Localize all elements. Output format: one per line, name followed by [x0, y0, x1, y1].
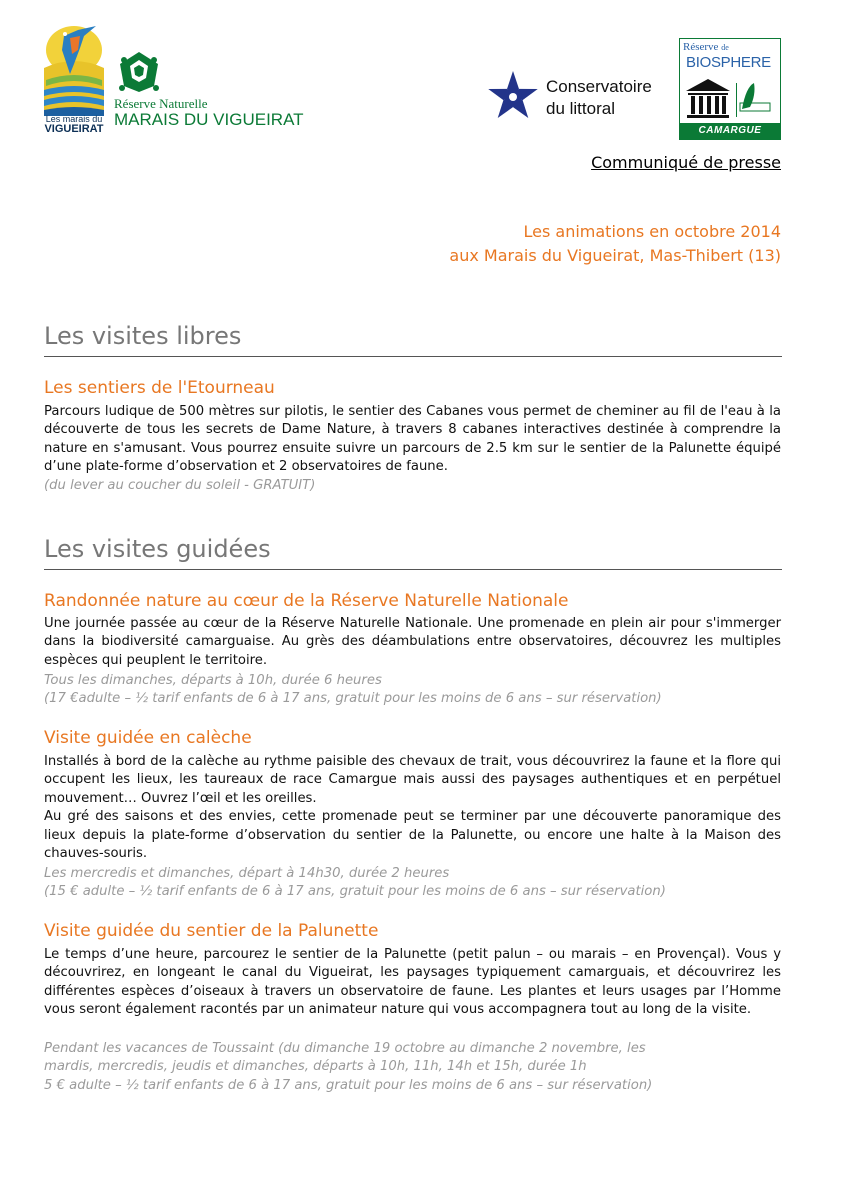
item-schedule-caleche — [44, 865, 781, 902]
note-line: (15 € adulte – ½ tarif enfants de 6 à 17 ans, gratuit pour les moins de 6 ans – sur réservation) — [44, 884, 666, 900]
paragraph: Installés à bord de la calèche au rythme paisible des chevaux de trait, vous découvrirez la faune et la flore qui occupent les lieux, les taureaux de race Camargue mais aussi des paysages authentiques et en perpétuel mouvement… Ouvrez l’œil et les oreilles. — [44, 754, 781, 806]
biosphere-logo-de: de — [721, 43, 729, 52]
note-line: Tous les dimanches, départs à 10h, durée 6 heures — [44, 673, 382, 688]
document-title-line1: Les animations en octobre 2014 — [523, 222, 781, 241]
note-line: mardis, mercredis, jeudis et dimanches, départs à 10h, 11h, 14h et 15h, durée 1h — [44, 1059, 587, 1075]
item-title-etourneau: Les sentiers de l'Etourneau — [44, 378, 275, 398]
item-description-caleche — [44, 753, 781, 863]
marais-du-vigueirat-logo — [44, 24, 104, 149]
document-title-line2: aux Marais du Vigueirat, Mas-Thibert (13) — [449, 246, 781, 265]
reserve-naturelle-logo — [114, 50, 304, 132]
turtle-icon — [118, 50, 160, 94]
conservatoire-logo-line1: Conservatoire — [546, 77, 652, 96]
note-line: 5 € adulte – ½ tarif enfants de 6 à 17 ans, gratuit pour les moins de 6 ans – sur réservation) — [44, 1077, 653, 1093]
item-title-palunette: Visite guidée du sentier de la Palunette — [44, 921, 379, 941]
note-line: (17 €adulte – ½ tarif enfants de 6 à 17 ans, gratuit pour les moins de 6 ans – sur réservation) — [44, 691, 662, 707]
press-release-label: Communiqué de presse — [591, 153, 781, 172]
paragraph: Parcours ludique de 500 mètres sur pilotis, le sentier des Cabanes vous permet de cheminer au fil de l'eau à la découverte de tous les secrets de Dame Nature, à travers 8 cabanes interactives destinée à comprendre la nature en s'amusant. Vous pourrez ensuite suivre un parcours de 2.5 km sur le sentier de la Palunette équipé d’une plate-forme d’observation et 2 observatoires de faune. — [44, 404, 781, 475]
item-title-randonnee: Randonnée nature au cœur de la Réserve Naturelle Nationale — [44, 591, 569, 611]
section-title-free-visits: Les visites libres — [44, 322, 242, 350]
kingfisher-icon — [44, 24, 104, 116]
marais-logo-line1: Les marais du — [45, 114, 103, 124]
item-title-caleche: Visite guidée en calèche — [44, 728, 252, 748]
note-line: Les mercredis et dimanches, départ à 14h30, durée 2 heures — [44, 866, 450, 881]
item-description-palunette — [44, 946, 781, 1020]
flower-emblem-icon — [486, 70, 540, 124]
item-schedule-randonnee — [44, 672, 781, 709]
paragraph: Au gré des saisons et des envies, cette promenade peut se terminer par une découverte panoramique des lieux depuis la plate-forme d’observation du sentier de la Palunette, ou encore une halte à la Maison des chauves-souris. — [44, 809, 781, 862]
paragraph: Le temps d’une heure, parcourez le sentier de la Palunette (petit palun – ou marais – en Provençal). Vous y découvrirez, en longeant le canal du Vigueirat, les paysages typiquement camarguais, et découvrirez les différentes espèces d’oiseaux à travers un observatoire de faune. Les plantes et leurs usages par l’Homme vous seront également racontés par un animateur nature qui vous accompagnera tout au long de la visite. — [44, 947, 781, 1018]
note-line: (du lever au coucher du soleil - GRATUIT) — [44, 478, 316, 493]
marais-logo-line2: VIGUEIRAT — [44, 123, 104, 135]
biosphere-logo-camargue: CAMARGUE — [680, 123, 780, 139]
reserve-biosphere-logo — [679, 38, 781, 140]
section-title-guided-visits: Les visites guidées — [44, 535, 271, 563]
reserve-logo-line2: MARAIS DU VIGUEIRAT — [114, 110, 304, 129]
item-description-randonnee — [44, 615, 781, 670]
item-schedule-palunette — [44, 1040, 781, 1095]
note-line: Pendant les vacances de Toussaint (du dimanche 19 octobre au dimanche 2 novembre, les — [44, 1041, 646, 1056]
item-schedule-etourneau — [44, 477, 781, 495]
biosphere-logo-title: BIOSPHERE — [686, 54, 771, 71]
conservatoire-du-littoral-logo — [486, 70, 686, 126]
conservatoire-logo-line2: du littoral — [546, 99, 615, 118]
unesco-mab-icon — [684, 77, 776, 121]
section-divider — [44, 569, 782, 570]
paragraph: Une journée passée au cœur de la Réserve Naturelle Nationale. Une promenade en plein air pour s'immerger dans la biodiversité camarguaise. Au grès des déambulations entre observatoires, découvrez les multiples espèces qui peuplent le territoire. — [44, 616, 781, 668]
biosphere-logo-reserve: Réserve — [683, 41, 719, 53]
item-description-etourneau — [44, 403, 781, 477]
section-divider — [44, 356, 782, 357]
reserve-logo-line1: Réserve Naturelle — [114, 96, 208, 111]
